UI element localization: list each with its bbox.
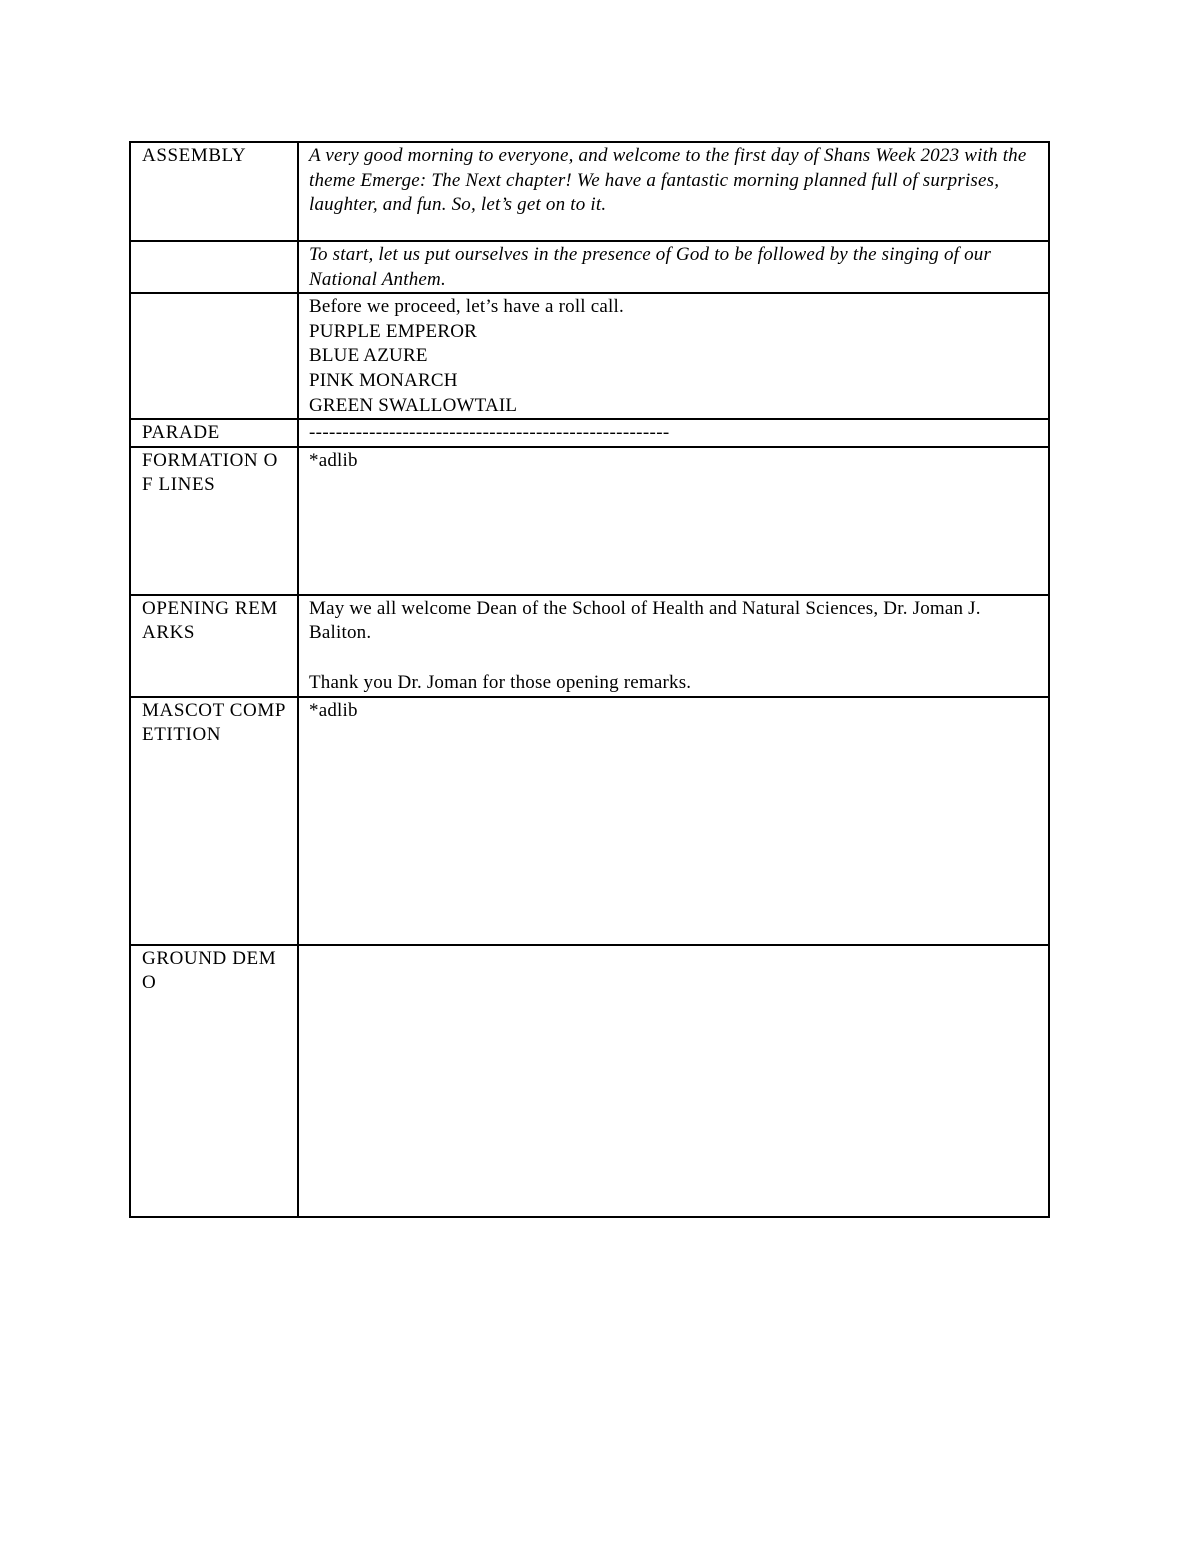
team-name: BLUE AZURE — [309, 345, 428, 367]
segment-script-formation: *adlib — [298, 447, 1049, 595]
roll-call-intro: Before we proceed, let’s have a roll call. — [309, 296, 624, 318]
spacer — [309, 646, 1040, 671]
dashed-placeholder: ------------------------------------------------------ — [309, 422, 670, 444]
table-row-ground-demo — [130, 945, 1049, 1217]
segment-label-roll-call — [130, 293, 298, 419]
table-row-formation — [130, 447, 1049, 595]
segment-script-prayer: To start, let us put ourselves in the presence of God to be followed by the singing of our National Anthem. — [298, 241, 1049, 293]
table-row-parade — [130, 419, 1049, 447]
segment-label-assembly: ASSEMBLY — [130, 142, 298, 241]
program-table — [129, 141, 1050, 1218]
segment-label-prayer — [130, 241, 298, 293]
segment-label-parade: PARADE — [130, 419, 298, 447]
table-row-assembly — [130, 142, 1049, 241]
segment-script-mascot-competition: *adlib — [298, 697, 1049, 945]
segment-script-roll-call — [298, 293, 1049, 419]
team-name: PINK MONARCH — [309, 369, 458, 391]
segment-label-ground-demo: GROUND DEMO — [130, 945, 298, 1217]
table-row-opening-remarks — [130, 595, 1049, 697]
welcome-dean-line: May we all welcome Dean of the School of Health and Natural Sciences, Dr. Joman J. Baliton. — [309, 597, 986, 644]
segment-script-ground-demo — [298, 945, 1049, 1217]
table-row-mascot-competition — [130, 697, 1049, 945]
segment-script-assembly: A very good morning to everyone, and welcome to the first day of Shans Week 2023 with the theme Emerge: The Next chapter! We have a fantastic morning planned full of surprises, laughter, and fun. So, let’s get on to it. — [298, 142, 1049, 241]
team-name: PURPLE EMPEROR — [309, 320, 478, 342]
segment-label-mascot-competition: MASCOT COMPETITION — [130, 697, 298, 945]
team-name: GREEN SWALLOWTAIL — [309, 394, 518, 416]
table-row-roll-call — [130, 293, 1049, 419]
table-row-prayer — [130, 241, 1049, 293]
thank-you-line: Thank you Dr. Joman for those opening remarks. — [309, 671, 692, 693]
segment-script-parade — [298, 419, 1049, 447]
segment-label-formation: FORMATION OF LINES — [130, 447, 298, 595]
segment-script-opening-remarks — [298, 595, 1049, 697]
segment-label-opening-remarks: OPENING REMARKS — [130, 595, 298, 697]
